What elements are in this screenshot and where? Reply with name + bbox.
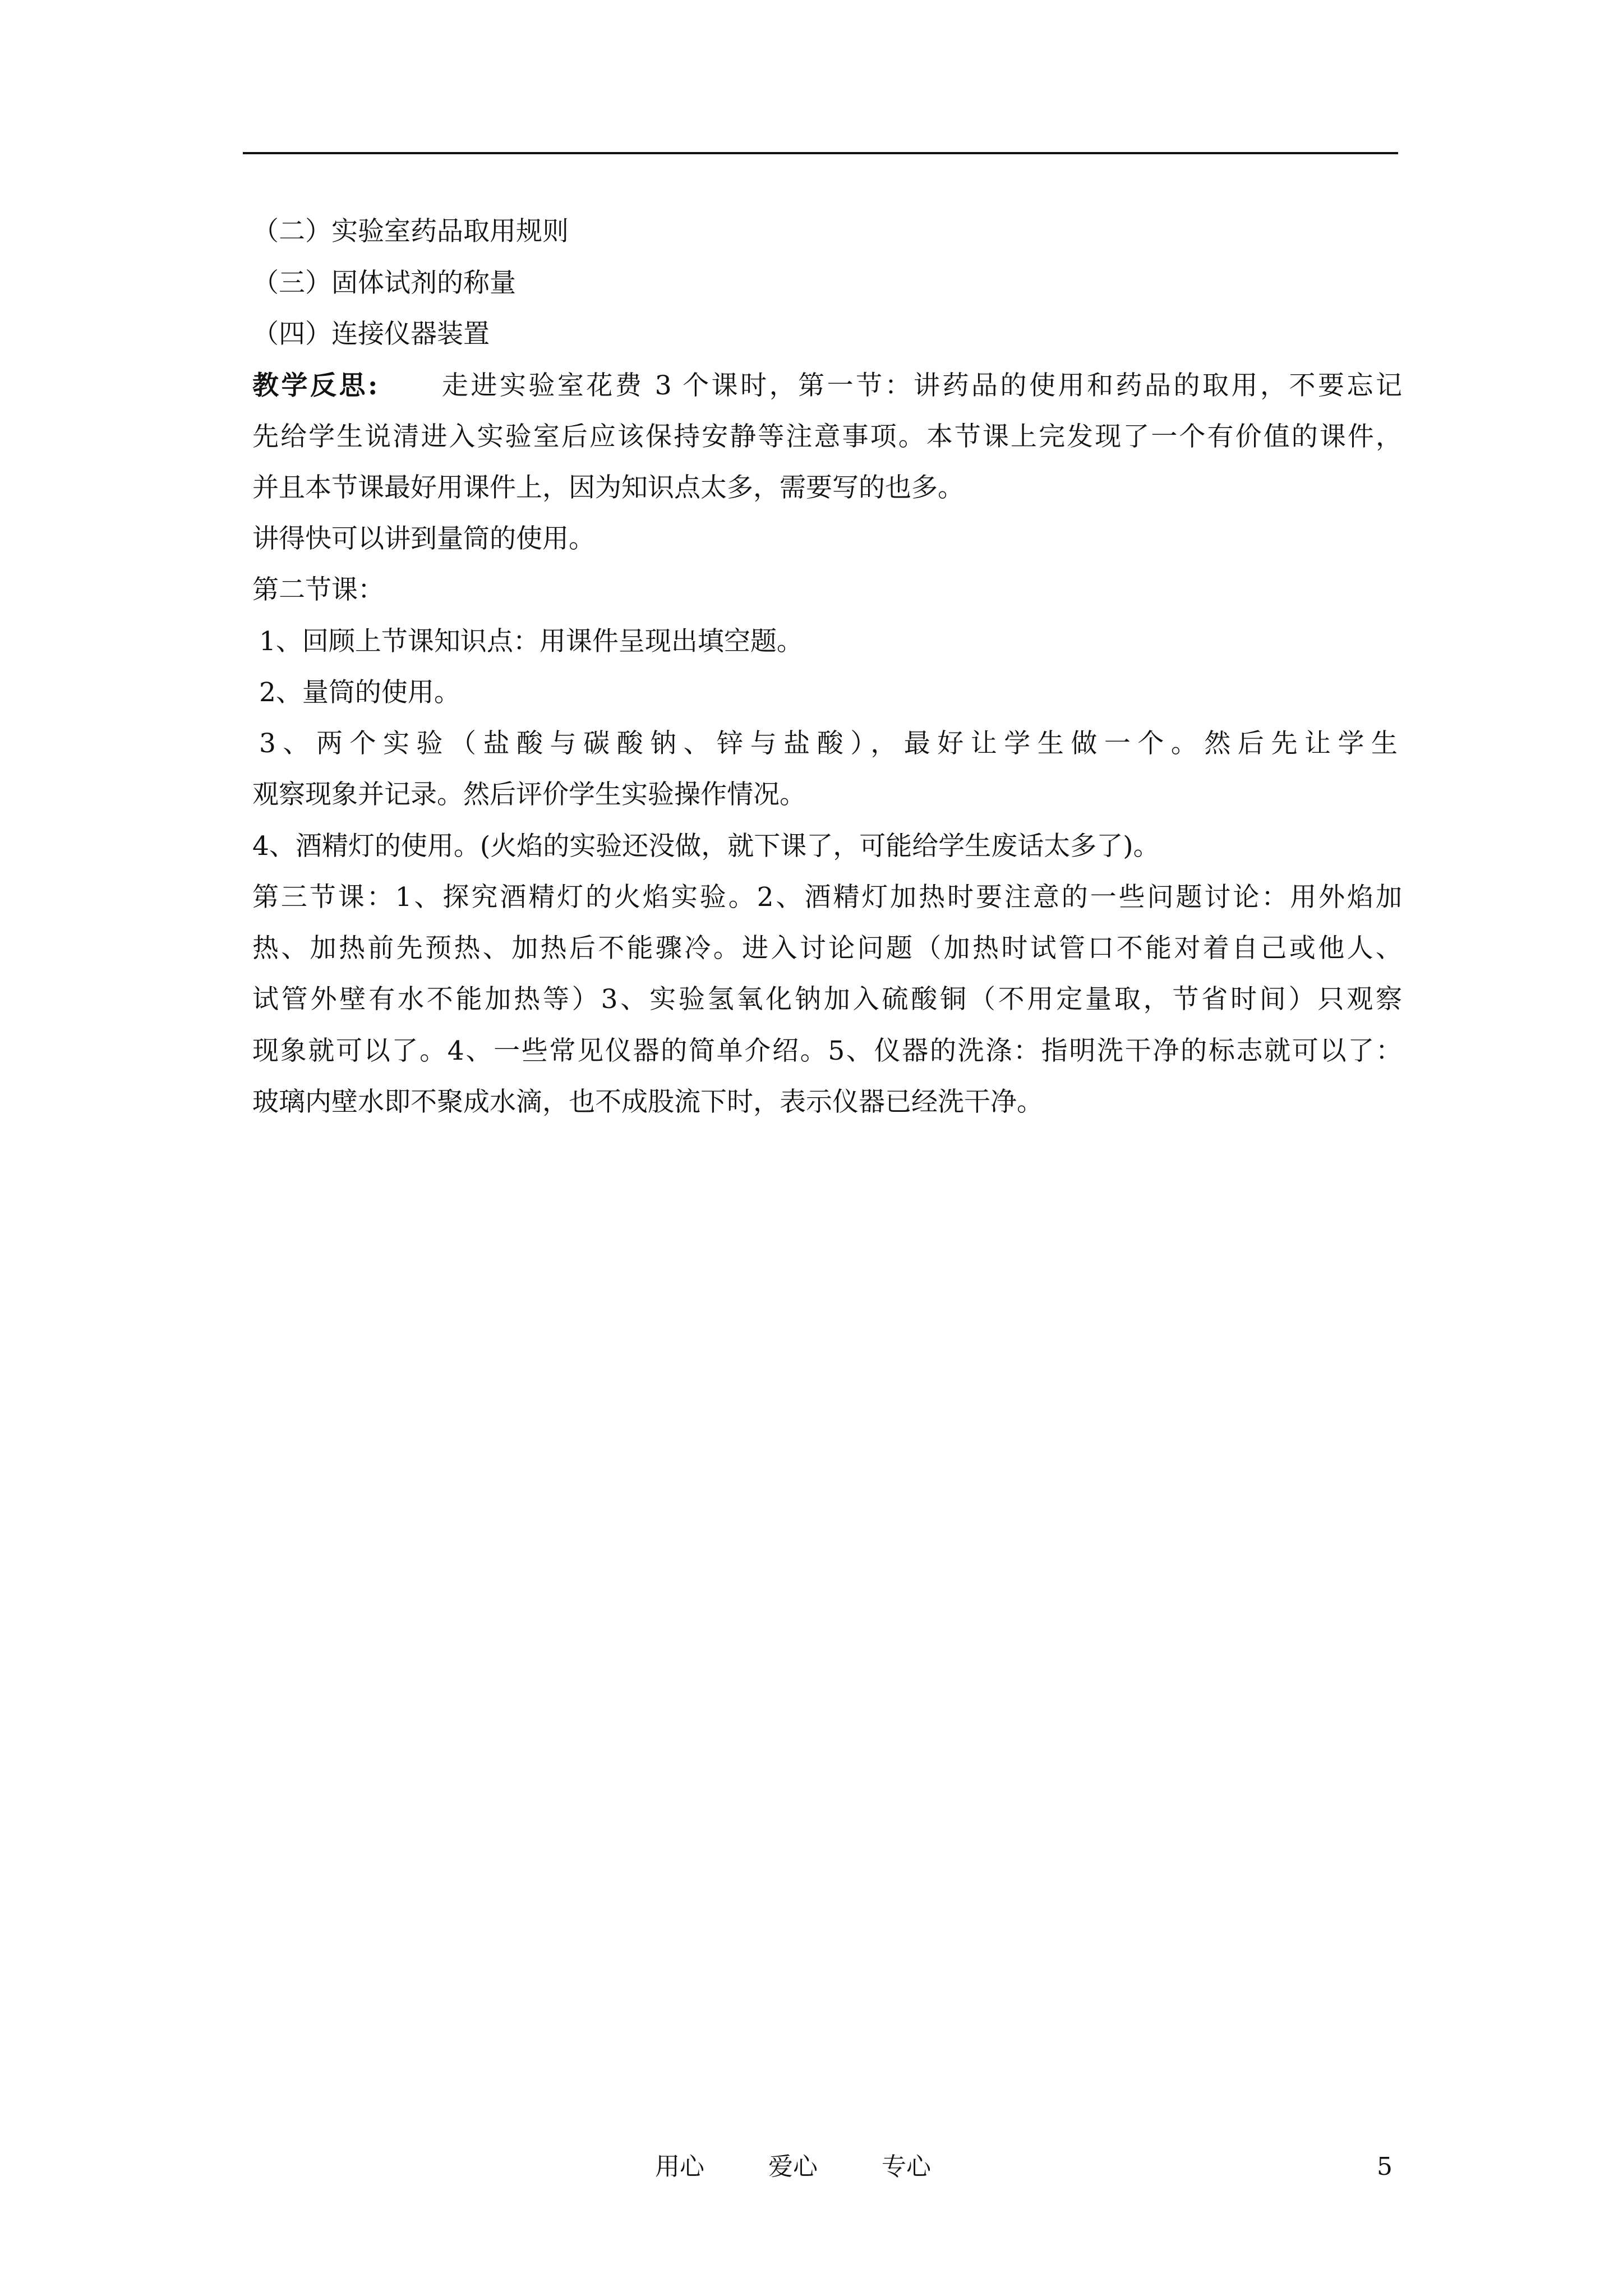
reflection-first-line — [252, 369, 1402, 403]
reflection-text-line: 走进实验室花费 3 个课时，第一节：讲药品的使用和药品的取用，不要忘记 — [439, 370, 1402, 401]
section-heading-2: （二）实验室药品取用规则 — [252, 216, 569, 247]
footer-word: 用心 — [655, 2152, 704, 2181]
section-heading-4: （四）连接仪器装置 — [252, 319, 490, 349]
footer-word: 专心 — [882, 2152, 931, 2181]
lesson2-item: 4、酒精灯的使用。(火焰的实验还没做，就下课了，可能给学生废话太多了)。 — [252, 831, 1160, 862]
lesson2-item: 3、两个实验（盐酸与碳酸钠、锌与盐酸），最好让学生做一个。然后先让学生 — [259, 728, 1398, 759]
reflection-text-line: 先给学生说清进入实验室后应该保持安静等注意事项。本节课上完发现了一个有价值的课件， — [252, 421, 1402, 452]
lesson3-line: 现象就可以了。4、一些常见仪器的简单介绍。5、仪器的洗涤：指明洗干净的标志就可以了： — [252, 1036, 1402, 1066]
section-heading-3: （三）固体试剂的称量 — [252, 268, 516, 298]
reflection-text-line: 并且本节课最好用课件上，因为知识点太多，需要写的也多。 — [252, 472, 964, 503]
lesson2-item: 1、回顾上节课知识点：用课件呈现出填空题。 — [259, 626, 803, 657]
lesson2-item: 2、量筒的使用。 — [259, 677, 460, 708]
lesson3-line: 玻璃内壁水即不聚成水滴，也不成股流下时，表示仪器已经洗干净。 — [252, 1087, 1043, 1117]
header-rule — [243, 152, 1398, 154]
lesson3-line: 试管外壁有水不能加热等）3、实验氢氧化钠加入硫酸铜（不用定量取，节省时间）只观察 — [252, 984, 1402, 1015]
reflection-label: 教学反思: — [252, 370, 378, 401]
lesson3-line: 热、加热前先预热、加热后不能骤冷。进入讨论问题（加热时试管口不能对着自己或他人、 — [252, 933, 1402, 964]
lesson3-line: 第三节课：1、探究酒精灯的火焰实验。2、酒精灯加热时要注意的一些问题讨论：用外焰加 — [252, 882, 1402, 913]
page-number: 5 — [1377, 2152, 1393, 2181]
lesson2-title: 第二节课： — [252, 574, 384, 605]
lesson2-item: 观察现象并记录。然后评价学生实验操作情况。 — [252, 779, 806, 810]
reflection-text-line: 讲得快可以讲到量筒的使用。 — [252, 523, 595, 554]
footer-word: 爱心 — [768, 2152, 818, 2181]
